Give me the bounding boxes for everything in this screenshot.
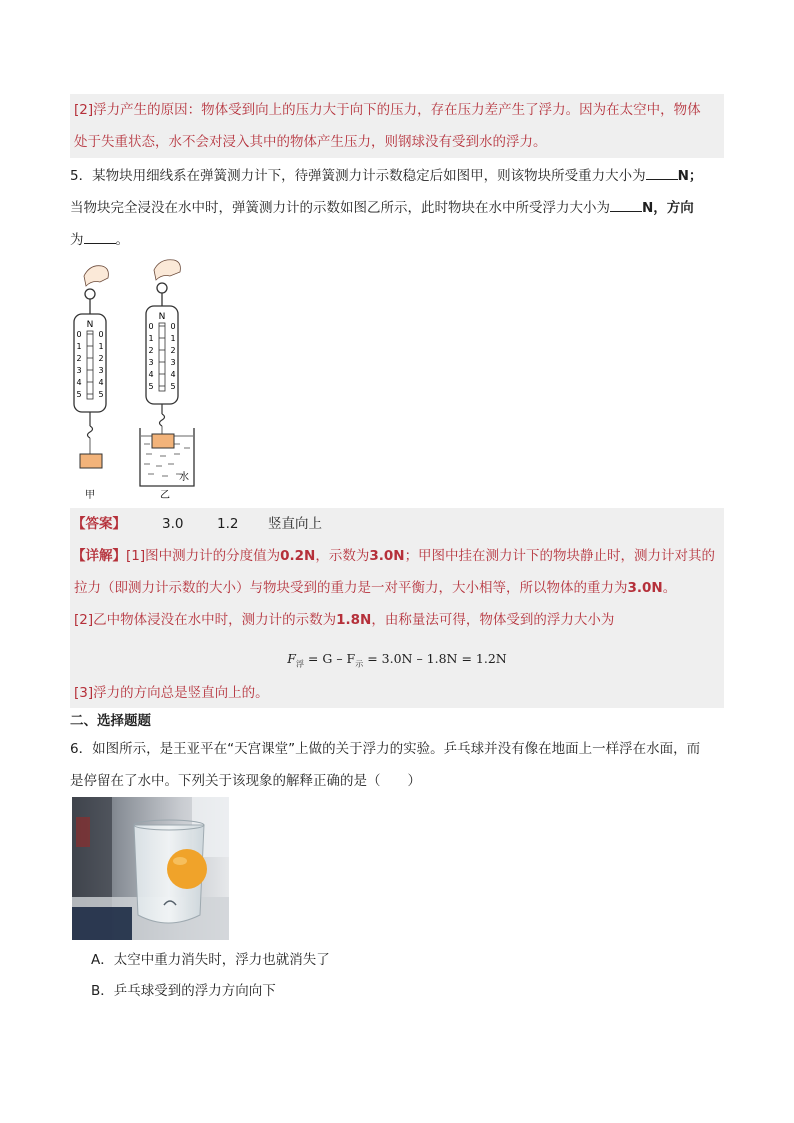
detail-line-4: [3]浮力的方向总是竖直向上的。 <box>74 685 269 701</box>
detail-text: 拉力（即测力计示数的大小）与物块受到的重力是一对平衡力，大小相等，所以物体的重力为 <box>74 580 628 596</box>
q5-text-2: 当物块完全浸没在水中时，弹簧测力计的示数如图乙所示，此时物块在水中所受浮力大小为 <box>70 200 610 216</box>
hook-icon <box>160 414 165 426</box>
scale-tick-label: 2 <box>76 354 82 363</box>
section-title: 二、选择题题 <box>70 713 151 729</box>
q5-line-2 <box>70 192 694 224</box>
q5-line-1 <box>70 160 702 192</box>
detail-label: 【详解】 <box>72 548 126 564</box>
formula-part: 示 <box>355 659 364 669</box>
hook-icon <box>88 426 93 438</box>
label-water: 水 <box>179 472 189 483</box>
q5-blank-3 <box>84 229 116 244</box>
scale-yi <box>140 260 194 501</box>
q5-blank-1 <box>646 165 678 180</box>
label-jia: 甲 <box>85 490 95 501</box>
detail-value: 0.2N <box>280 548 316 564</box>
spring-scale-figure <box>70 258 210 504</box>
q5-text-1: 5．某物块用细线系在弹簧测力计下，待弹簧测力计示数稳定后如图甲，则该物块所受重力大小为 <box>70 168 646 184</box>
q6-line-1: 6．如图所示，是王亚平在“天宫课堂”上做的关于浮力的实验。乒乓球并没有像在地面上一样浮在水面，而 <box>70 741 701 757</box>
scale-tick-label: 0 <box>170 322 176 331</box>
top-ring <box>157 283 167 293</box>
label-yi: 乙 <box>160 490 170 501</box>
scale-tick-label: 4 <box>98 378 104 387</box>
detail-text: ；甲图中挂在测力计下的物块静止时，测力计对其的 <box>404 548 716 564</box>
scale-tick-label: 3 <box>98 366 104 375</box>
scale-tick-label: 0 <box>76 330 82 339</box>
scale-tick-label: 5 <box>170 382 176 391</box>
experiment-photo <box>72 797 229 940</box>
scale-jia <box>74 266 108 501</box>
scale-tick-label: 4 <box>148 370 154 379</box>
detail-text: 。 <box>662 580 677 596</box>
scale-tick-label: 0 <box>148 322 154 331</box>
q5-text-3: 为 <box>70 232 84 248</box>
detail-line-2 <box>74 572 676 604</box>
q6-line-2: 是停留在了水中。下列关于该现象的解释正确的是（ ） <box>70 773 421 789</box>
formula-part: = G – F <box>303 651 356 666</box>
q5-line-3 <box>70 224 129 256</box>
q5-text-3-end: 。 <box>115 232 129 248</box>
option-a[interactable]: A．太空中重力消失时，浮力也就消失了 <box>91 952 330 968</box>
scale-tick-label: 3 <box>148 358 154 367</box>
top-ring <box>85 289 95 299</box>
block-jia <box>80 454 102 468</box>
scale-tick-label: 2 <box>148 346 154 355</box>
scale-tick-label: 4 <box>170 370 176 379</box>
answer-value-2: 1.2 <box>217 516 239 532</box>
scale-tick-label: 2 <box>170 346 176 355</box>
scale-tick-label: 5 <box>76 390 82 399</box>
scale-tick-label: 5 <box>148 382 154 391</box>
scale-tick-label: 0 <box>98 330 104 339</box>
scale-tick-label: 1 <box>76 342 82 351</box>
scale-tick-label: 5 <box>98 390 104 399</box>
detail-value: 3.0N <box>369 548 405 564</box>
scale-tick-label: 1 <box>148 334 154 343</box>
formula-part: 浮 <box>295 659 304 669</box>
reason-line-2: 处于失重状态，水不会对浸入其中的物体产生压力，则钢球没有受到水的浮力。 <box>74 134 547 150</box>
detail-value: 1.8N <box>336 612 372 628</box>
detail-text: [1]图中测力计的分度值为 <box>126 548 281 564</box>
hand-icon <box>154 260 180 280</box>
option-b[interactable]: B．乒乓球受到的浮力方向向下 <box>91 983 276 999</box>
reason-line-1: [2]浮力产生的原因：物体受到向上的压力大于向下的压力，存在压力差产生了浮力。因为在太空中，物体 <box>74 102 701 118</box>
scale-tick-label: 1 <box>170 334 176 343</box>
answer-value-3: 竖直向上 <box>268 516 322 532</box>
detail-line-1 <box>72 540 715 572</box>
detail-text: ，示数为 <box>315 548 370 564</box>
q5-unit-1: N； <box>677 168 703 184</box>
scale-tick-label: 2 <box>98 354 104 363</box>
detail-line-3 <box>74 604 614 636</box>
answer-value-1: 3.0 <box>162 516 184 532</box>
scale-tick-label: 3 <box>170 358 176 367</box>
scale-tick-label: 1 <box>98 342 104 351</box>
detail-text: [2]乙中物体浸没在水中时，测力计的示数为 <box>74 612 337 628</box>
detail-text: ，由称量法可得，物体受到的浮力大小为 <box>371 612 615 628</box>
answer-label: 【答案】 <box>72 516 126 532</box>
hand-icon <box>84 266 108 286</box>
detail-value: 3.0N <box>627 580 663 596</box>
scale-unit-label: N <box>158 312 166 322</box>
formula-part: = 3.0N – 1.8N = 1.2N <box>363 651 507 666</box>
q5-blank-2 <box>610 197 642 212</box>
scale-unit-label: N <box>86 320 94 330</box>
buoyancy-formula <box>70 641 724 677</box>
scale-tick-label: 3 <box>76 366 82 375</box>
scale-tick-label: 4 <box>76 378 82 387</box>
block-yi <box>152 434 174 448</box>
formula-part: F <box>287 651 296 666</box>
q5-unit-2: N，方向 <box>642 200 694 216</box>
ping-pong-ball <box>167 849 207 889</box>
